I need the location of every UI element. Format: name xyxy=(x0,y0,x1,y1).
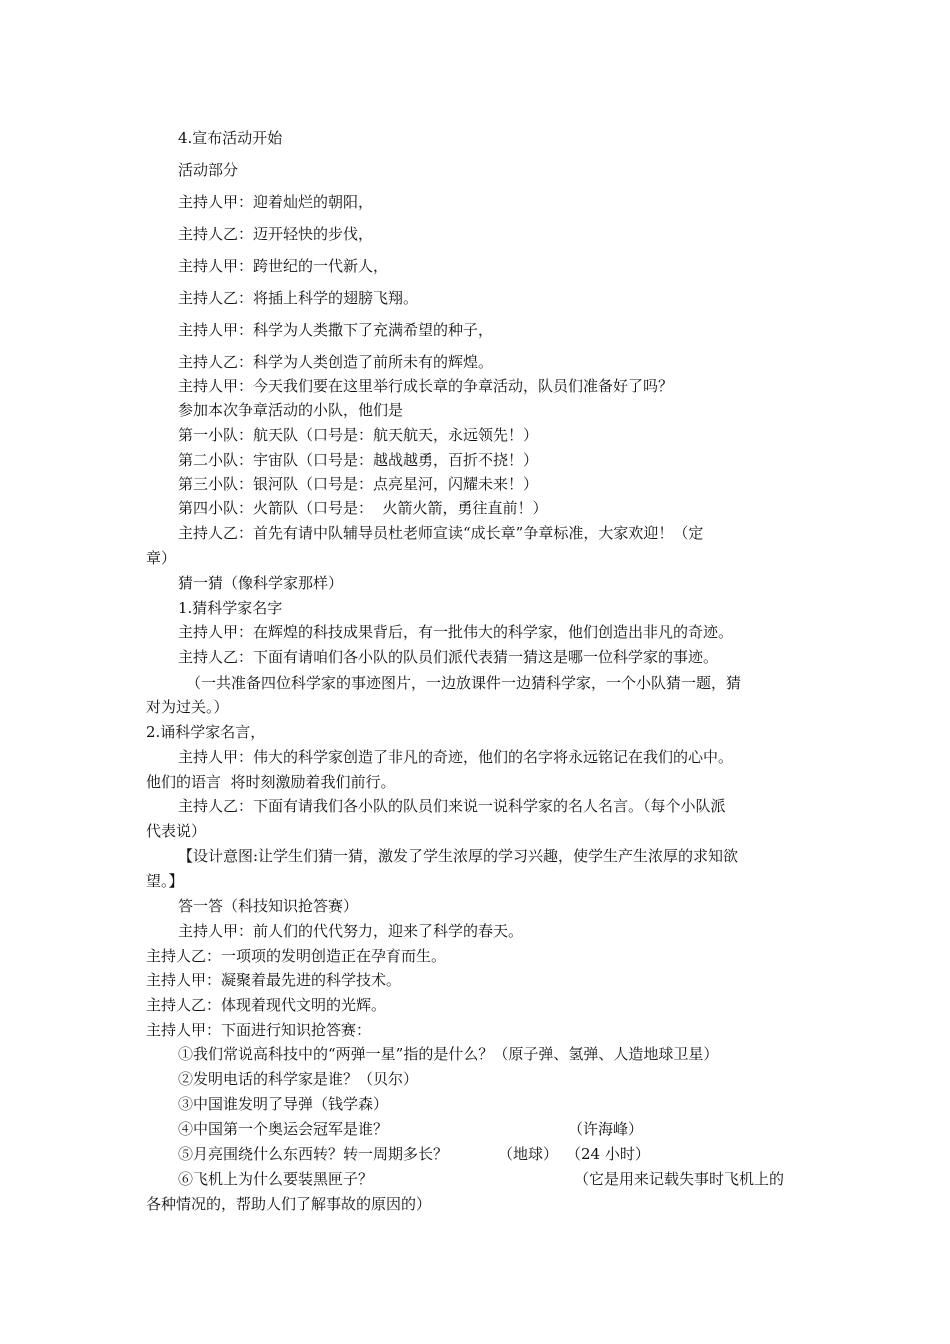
text-line: 参加本次争章活动的小队，他们是 xyxy=(178,401,404,419)
text-line: 主持人乙：迈开轻快的步伐， xyxy=(178,225,374,243)
text-line: 主持人甲：今天我们要在这里举行成长章的争章活动，队员们准备好了吗？ xyxy=(178,377,674,395)
text-line: ②发明电话的科学家是谁？（贝尔） xyxy=(178,1070,419,1088)
text-line: 第四小队：火箭队（口号是： 火箭火箭，勇往直前！） xyxy=(178,499,548,517)
text-line: 主持人乙：将插上科学的翅膀飞翔。 xyxy=(178,289,419,307)
text-line: 第三小队：银河队（口号是：点亮星河，闪耀未来！） xyxy=(178,475,539,493)
text-line: 主持人乙：一项项的发明创造正在孕育而生。 xyxy=(146,947,447,965)
text-line: 活动部分 xyxy=(178,161,239,179)
text-line: 主持人乙：科学为人类创造了前所未有的辉煌。 xyxy=(178,353,494,371)
text-line: 【设计意图:让学生们猜一猜，激发了学生浓厚的学习兴趣，使学生产生浓厚的求知欲 xyxy=(178,847,739,865)
text-line: 1.猜科学家名字 xyxy=(178,599,283,617)
text-line: 主持人甲：凝聚着最先进的科学技术。 xyxy=(146,971,402,989)
text-line: 主持人甲：迎着灿烂的朝阳， xyxy=(178,193,374,211)
quiz-answer-5b: （24 小时） xyxy=(566,1145,650,1163)
text-line: 主持人乙：下面有请我们各小队的队员们来说一说科学家的名人名言。（每个小队派 xyxy=(178,797,726,815)
text-line: 4.宣布活动开始 xyxy=(178,129,283,147)
text-line: 主持人甲：科学为人类撒下了充满希望的种子， xyxy=(178,321,494,339)
quiz-question-6: ⑥飞机上为什么要装黑匣子？ xyxy=(178,1170,374,1188)
text-line: 主持人乙：首先有请中队辅导员杜老师宣读“成长章”争章标准，大家欢迎！（定 xyxy=(178,524,704,542)
quiz-answer-4: （许海峰） xyxy=(568,1120,644,1138)
text-line: 主持人甲：跨世纪的一代新人， xyxy=(178,257,389,275)
quiz-answer-6-cont: 各种情况的，帮助人们了解事故的原因的） xyxy=(146,1195,432,1213)
quiz-answer-6: （它是用来记载失事时飞机上的 xyxy=(574,1170,785,1188)
text-line: 答一答（科技知识抢答赛） xyxy=(178,897,359,915)
text-line: 主持人甲：前人们的代代努力，迎来了科学的春天。 xyxy=(178,922,524,940)
text-line: （一共准备四位科学家的事迹图片，一边放课件一边猜科学家，一个小队猜一题，猜 xyxy=(186,674,742,692)
text-line: 猜一猜（像科学家那样） xyxy=(178,574,344,592)
text-line: 代表说） xyxy=(146,822,207,840)
text-line: 第二小队：宇宙队（口号是：越战越勇，百折不挠！） xyxy=(178,451,539,469)
text-line: 他们的语言 将时刻激励着我们前行。 xyxy=(146,773,396,791)
text-line: 主持人甲：伟大的科学家创造了非凡的奇迹，他们的名字将永远铭记在我们的心中。 xyxy=(178,748,734,766)
quiz-question-5: ⑤月亮围绕什么东西转？转一周期多长？ xyxy=(178,1145,449,1163)
text-line: 主持人乙：体现着现代文明的光辉。 xyxy=(146,996,387,1014)
text-line: 望。】 xyxy=(146,872,184,890)
text-line: 2.诵科学家名言， xyxy=(146,723,266,741)
quiz-question-4: ④中国第一个奥运会冠军是谁？ xyxy=(178,1120,389,1138)
text-line: ③中国谁发明了导弹（钱学森） xyxy=(178,1095,389,1113)
text-line: ①我们常说高科技中的“两弹一星”指的是什么？（原子弹、氢弹、人造地球卫星） xyxy=(178,1045,719,1063)
text-line: 主持人甲：下面进行知识抢答赛： xyxy=(146,1021,372,1039)
text-line: 对为过关。） xyxy=(146,698,229,716)
text-line: 主持人甲：在辉煌的科技成果背后，有一批伟大的科学家，他们创造出非凡的奇迹。 xyxy=(178,623,734,641)
text-line: 第一小队：航天队（口号是：航天航天，永远领先！） xyxy=(178,426,539,444)
quiz-answer-5a: （地球） xyxy=(498,1145,559,1163)
text-line: 章） xyxy=(146,549,177,567)
text-line: 主持人乙：下面有请咱们各小队的队员们派代表猜一猜这是哪一位科学家的事迹。 xyxy=(178,648,719,666)
